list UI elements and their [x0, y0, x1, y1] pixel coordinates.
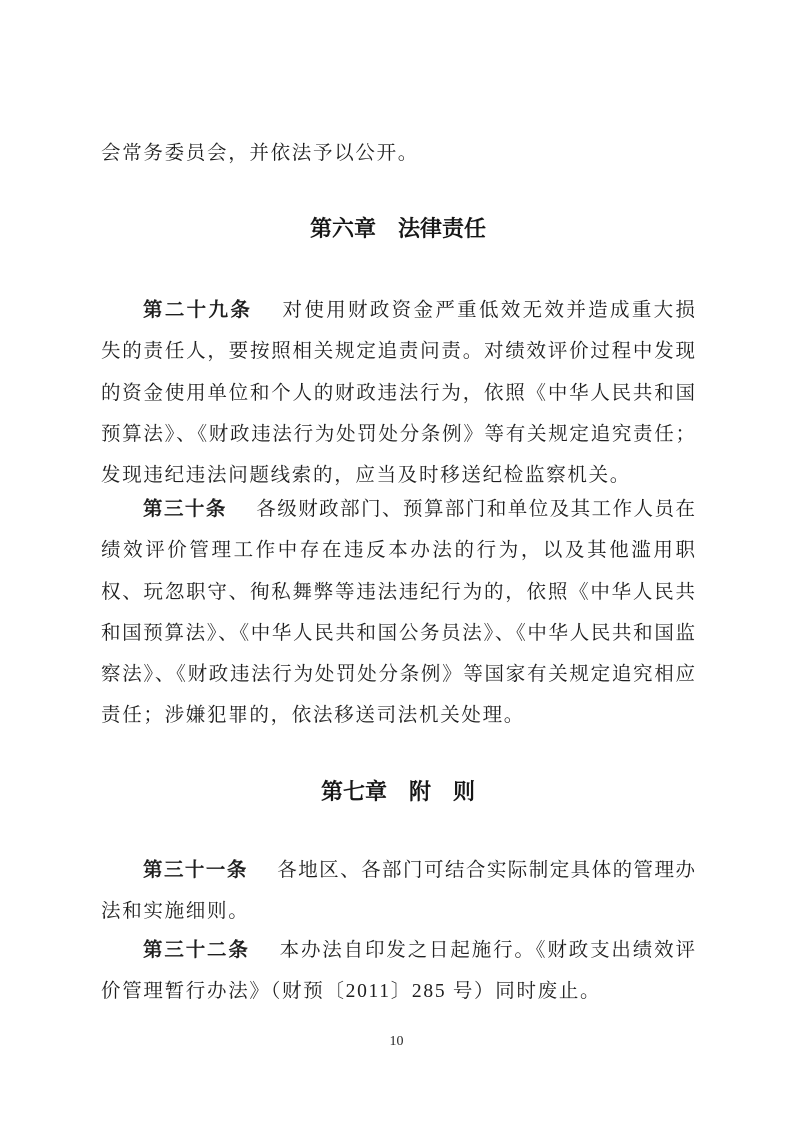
article-31-number: 第三十一条 — [143, 860, 248, 881]
page-number: 10 — [389, 1034, 404, 1049]
lead-gap — [252, 315, 280, 316]
article-30-line-2: 绩效评价管理工作中存在违反本办法的行为，以及其他滥用职 — [101, 540, 695, 562]
continuation-line: 会常务委员会，并依法予以公开。 — [101, 143, 420, 164]
article-32 — [101, 930, 695, 1013]
article-30 — [101, 489, 695, 737]
article-31 — [101, 850, 695, 933]
lead-gap — [248, 875, 276, 876]
article-31-line-2: 法和实施细则。 — [101, 901, 250, 923]
article-29 — [101, 290, 695, 496]
chapter-7-heading: 第七章 附 则 — [320, 779, 475, 804]
article-30-line-1 — [101, 489, 695, 530]
article-29-line-1 — [101, 290, 695, 331]
article-30-number: 第三十条 — [143, 499, 227, 520]
lead-gap — [227, 514, 255, 515]
article-32-line-1 — [101, 930, 695, 971]
article-31-line-1-text: 各地区、各部门可结合实际制定具体的管理办 — [275, 860, 695, 881]
article-29-line-3: 的资金使用单位和个人的财政违法行为，依照《中华人民共和国 — [101, 382, 695, 404]
article-32-line-1-text: 本办法自印发之日起施行。《财政支出绩效评 — [277, 940, 695, 961]
article-29-line-2: 失的责任人，要按照相关规定追责问责。对绩效评价过程中发现 — [101, 341, 695, 363]
article-32-number: 第三十二条 — [143, 940, 250, 961]
text-column — [101, 0, 695, 1122]
article-29-line-1-text: 对使用财政资金严重低效无效并造成重大损 — [280, 300, 695, 321]
article-29-line-4: 预算法》、《财政违法行为处罚处分条例》等有关规定追究责任； — [101, 423, 695, 445]
article-29-line-5: 发现违纪违法问题线索的，应当及时移送纪检监察机关。 — [101, 465, 632, 487]
article-29-number: 第二十九条 — [143, 300, 253, 321]
article-30-line-1-text: 各级财政部门、预算部门和单位及其工作人员在 — [254, 499, 695, 520]
article-31-line-1 — [101, 850, 695, 891]
chapter-6-heading: 第六章 法律责任 — [309, 216, 486, 241]
article-30-line-3: 权、玩忽职守、徇私舞弊等违法违纪行为的，依照《中华人民共 — [101, 581, 695, 603]
lead-gap — [250, 955, 278, 956]
article-32-line-2: 价管理暂行办法》（财预〔2011〕285 号）同时废止。 — [101, 981, 602, 1003]
article-30-line-4: 和国预算法》、《中华人民共和国公务员法》、《中华人民共和国监 — [101, 622, 695, 644]
article-30-line-5: 察法》、《财政违法行为处罚处分条例》等国家有关规定追究相应 — [101, 664, 695, 686]
article-30-line-6: 责任；涉嫌犯罪的，依法移送司法机关处理。 — [101, 705, 526, 727]
